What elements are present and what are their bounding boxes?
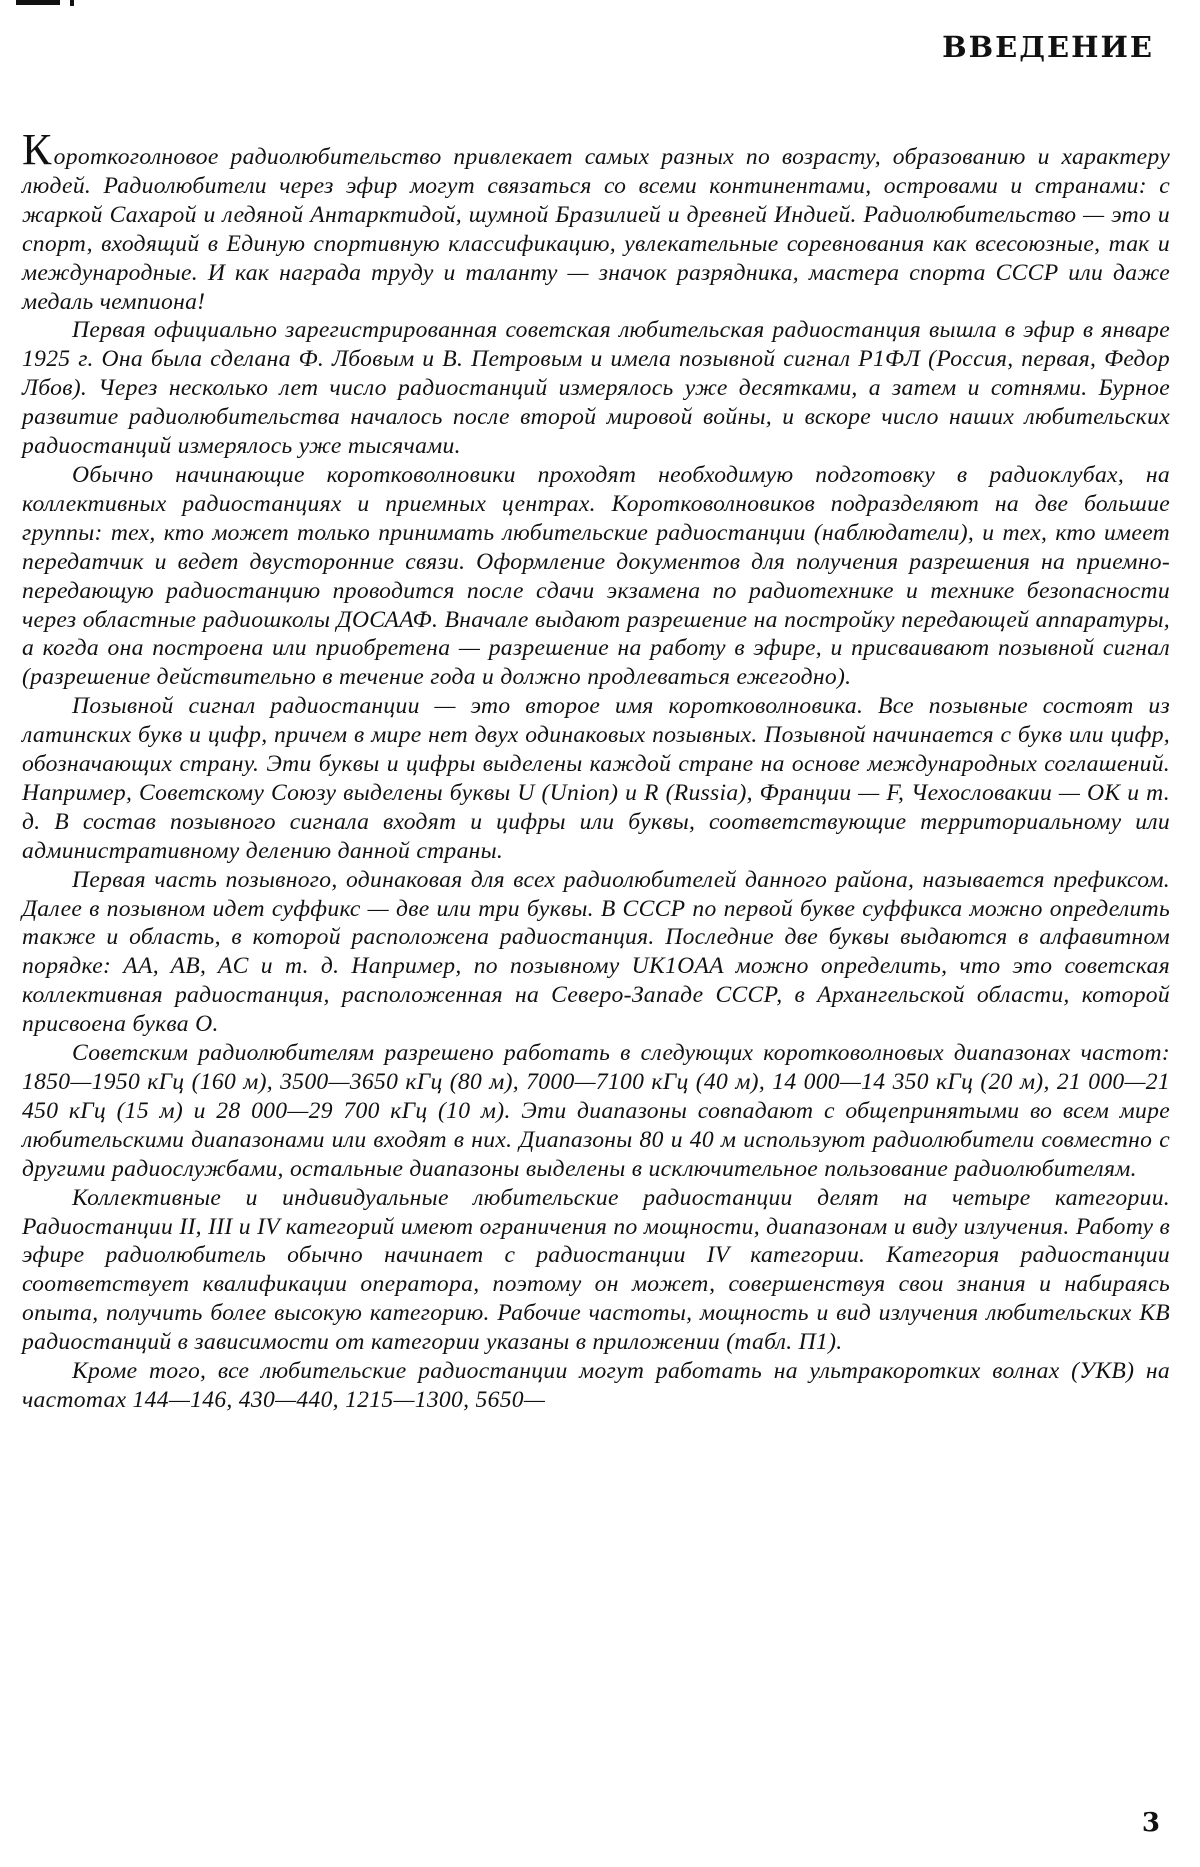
corner-scan-mark — [16, 0, 60, 5]
paragraph: Позывной сигнал радиостанции — это второе имя коротковолновика. Все позывные состоят из латинских букв и цифр, причем в мире нет двух одинаковых позывных. Позывной начинается с букв или цифр, обозначающих страну. Эти буквы и цифры выделены каждой стране на основе международных соглашений. Например, Советскому Союзу выделены буквы U (Union) и R (Russia), Франции — F, Чехословакии — OK и т. д. В состав позывного сигнала входят и цифры или буквы, соответствующие территориальному или административному делению данной страны. — [22, 693, 1170, 864]
body-text — [22, 125, 1170, 1415]
paragraph-text: ороткоголновое радиолюбительство привлекает самых разных по возрасту, образованию и характеру людей. Радиолюбители через эфир могут связаться со всеми континентами, островами и странами: с жаркой Сахарой и ледяной Антарктидой, шумной Бразилией и древней Индией. Радиолюбительство — это и спорт, входящий в Единую спортивную классификацию, увлекательные соревнования как всесоюзные, так и международные. И как награда труду и таланту — значок разрядника, мастера спорта СССР или даже медаль чемпиона! — [22, 144, 1170, 315]
paragraph: Первая часть позывного, одинаковая для всех радиолюбителей данного района, называется префиксом. Далее в позывном идет суффикс — две или три буквы. В СССР по первой букве суффикса можно определить также и область, в которой расположена радиостанция. Последние две буквы выдаются в алфавитном порядке: AA, AB, AC и т. д. Например, по позывному UK1OAA можно определить, что это советская коллективная радиостанция, расположенная на Северо-Западе СССР, в Архангельской области, которой присвоена буква O. — [22, 866, 1170, 1038]
paragraph: Обычно начинающие коротковолновики проходят необходимую подготовку в радиоклубах, на коллективных радиостанциях и приемных центрах. Коротковолновиков подразделяют на две большие группы: тех, кто может только принимать любительские радиостанции (наблюдатели), и тех, кто имеет передатчик и ведет двусторонние связи. Оформление документов для получения разрешения на приемно-передающую радиостанцию проводится после сдачи экзамена по радиотехнике и технике безопасности через областные радиошколы ДОСААФ. Вначале выдают разрешение на постройку передающей аппаратуры, а когда она построена или приобретена — разрешение на работу в эфире, и присваивают позывной сигнал (разрешение действительно в течение года и должно продлеваться ежегодно). — [22, 461, 1170, 691]
paragraph: Коллективные и индивидуальные любительские радиостанции делят на четыре категории. Радиостанции II, III и IV категорий имеют ограничения по мощности, диапазонам и виду излучения. Работу в эфире радиолюбитель обычно начинает с радиостанции IV категории. Категория радиостанции соответствует квалификации оператора, поэтому он может, совершенствуя свои знания и набираясь опыта, получить более высокую категорию. Рабочие частоты, мощность и вид излучения любительских КВ радиостанций в зависимости от категории указаны в приложении (табл. П1). — [22, 1184, 1170, 1356]
paragraph — [22, 125, 1170, 316]
page-title: ВВЕДЕНИЕ — [942, 30, 1154, 64]
drop-cap: К — [22, 125, 52, 174]
page-number: 3 — [1141, 1808, 1160, 1838]
paragraph: Первая официально зарегистрированная советская любительская радиостанция вышла в эфир в январе 1925 г. Она была сделана Ф. Лбовым и В. Петровым и имела позывной сигнал Р1ФЛ (Россия, первая, Федор Лбов). Через несколько лет число радиостанций измерялось уже десятками, а затем и сотнями. Бурное развитие радиолюбительства началось после второй мировой войны, и вскоре число наших любительских радиостанций измерялось уже тысячами. — [22, 317, 1170, 460]
corner-scan-mark — [70, 0, 74, 6]
paragraph: Кроме того, все любительские радиостанции могут работать на ультракоротких волнах (УКВ) на частотах 144—146, 430—440, 1215—1300, 5650— — [22, 1358, 1170, 1413]
paragraph: Советским радиолюбителям разрешено работать в следующих коротковолновых диапазонах частот: 1850—1950 кГц (160 м), 3500—3650 кГц (80 м), 7000—7100 кГц (40 м), 14 000—14 350 кГц (20 м), 21 000—21 450 кГц (15 м) и 28 000—29 700 кГц (10 м). Эти диапазоны совпадают с общепринятыми во всем мире любительскими диапазонами или входят в них. Диапазоны 80 и 40 м используют радиолюбители совместно с другими радиослужбами, остальные диапазоны выделены в исключительное пользование радиолюбителям. — [22, 1040, 1170, 1182]
